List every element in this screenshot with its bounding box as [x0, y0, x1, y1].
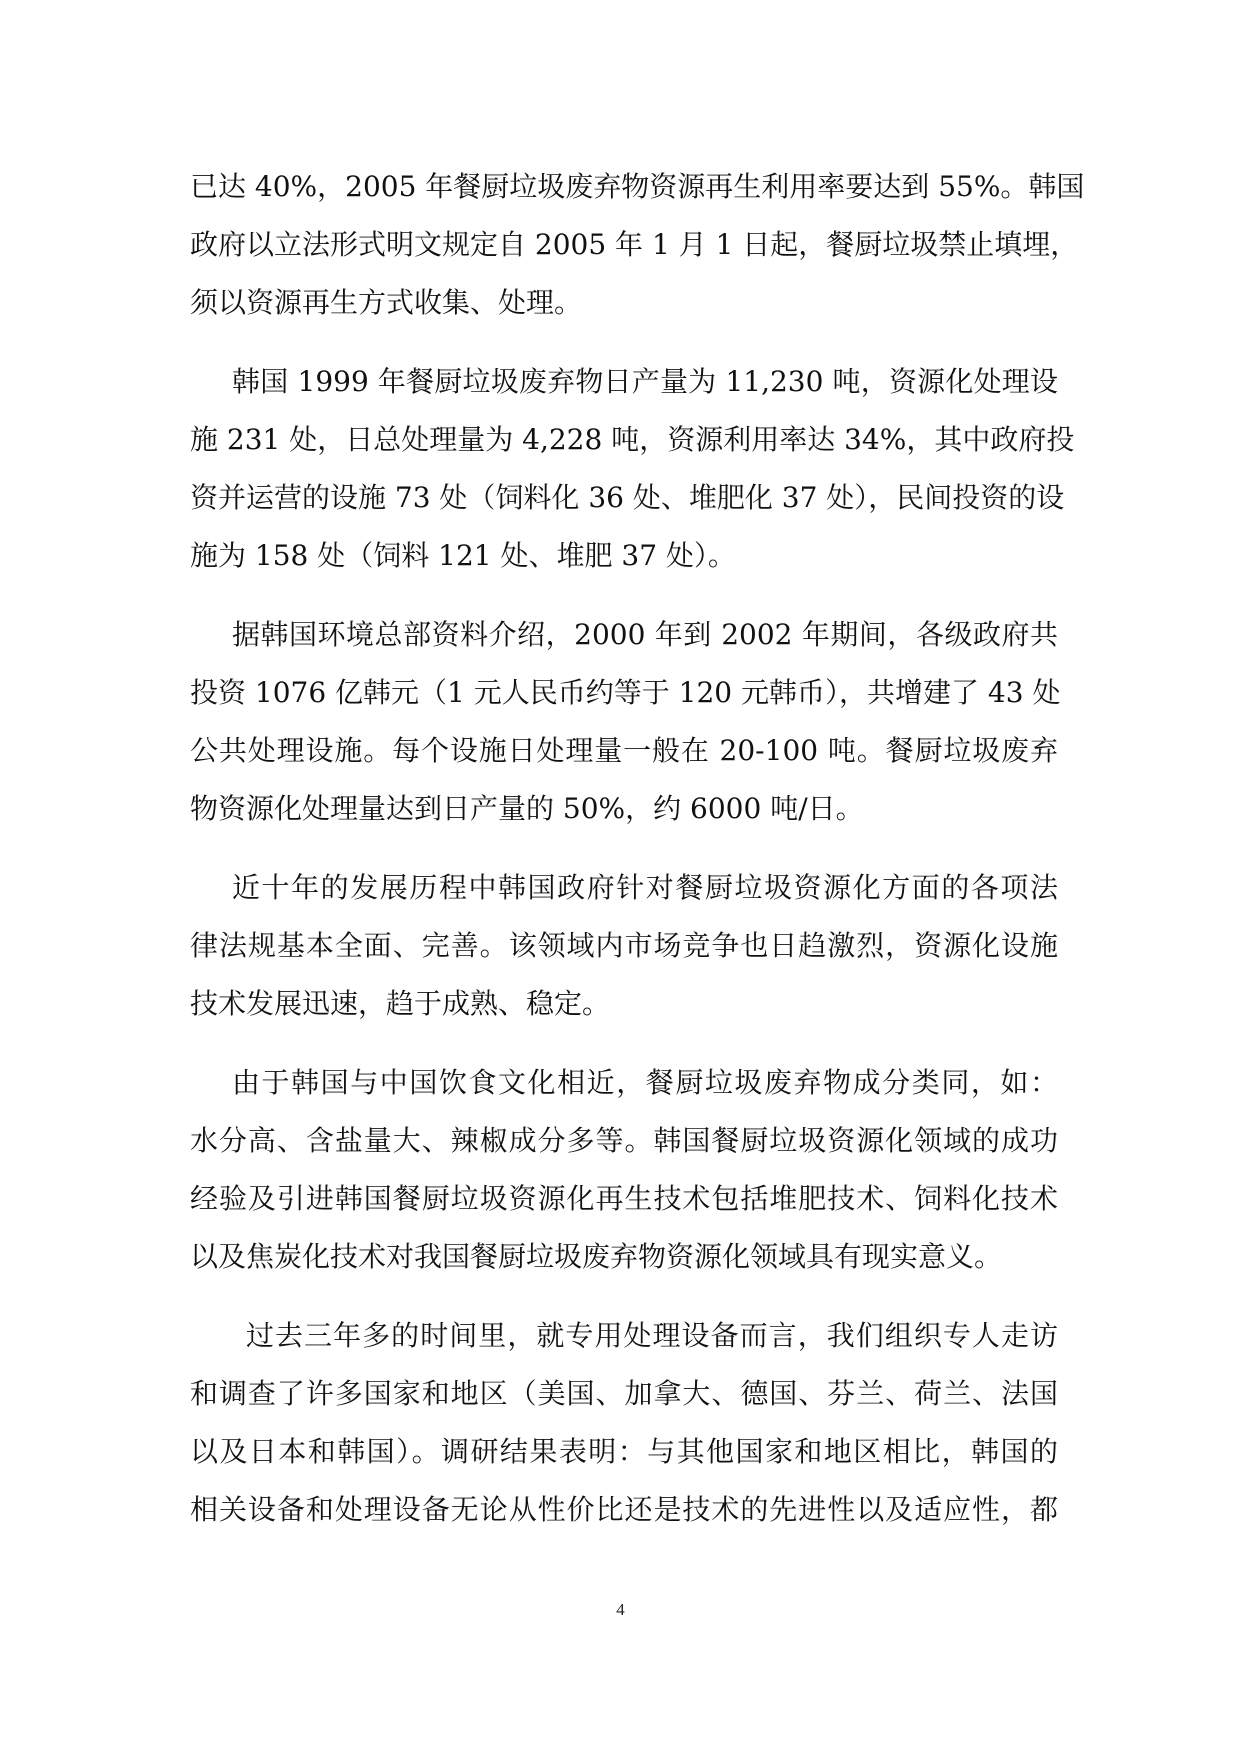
text-line: 以及焦炭化技术对我国餐厨垃圾废弃物资源化领域具有现实意义。 — [190, 1240, 1003, 1273]
text-line: 水分高、含盐量大、辣椒成分多等。韩国餐厨垃圾资源化领域的成功 — [190, 1124, 1058, 1157]
text-line: 投资 1076 亿韩元（1 元人民币约等于 120 元韩币），共增建了 43 处 — [190, 676, 1061, 709]
text-line: 律法规基本全面、完善。该领域内市场竞争也日趋激烈，资源化设施 — [190, 929, 1058, 962]
text-line: 相关设备和处理设备无论从性价比还是技术的先进性以及适应性，都 — [190, 1493, 1058, 1526]
text-line: 韩国 1999 年餐厨垃圾废弃物日产量为 11,230 吨，资源化处理设 — [232, 365, 1058, 398]
text-line: 公共处理设施。每个设施日处理量一般在 20-100 吨。餐厨垃圾废弃 — [190, 734, 1058, 767]
paragraph — [190, 158, 1085, 332]
paragraph — [190, 353, 1075, 585]
text-line: 过去三年多的时间里，就专用处理设备而言，我们组织专人走访 — [246, 1319, 1058, 1352]
text-line: 资并运营的设施 73 处（饲料化 36 处、堆肥化 37 处），民间投资的设 — [190, 481, 1065, 514]
text-line: 以及日本和韩国）。调研结果表明：与其他国家和地区相比，韩国的 — [190, 1435, 1058, 1468]
paragraph — [190, 1307, 1058, 1539]
text-line: 经验及引进韩国餐厨垃圾资源化再生技术包括堆肥技术、饲料化技术 — [190, 1182, 1058, 1215]
text-line: 施 231 处，日总处理量为 4,228 吨，资源利用率达 34%，其中政府投 — [190, 423, 1075, 456]
text-line: 政府以立法形式明文规定自 2005 年 1 月 1 日起，餐厨垃圾禁止填埋， — [190, 228, 1079, 261]
text-line: 物资源化处理量达到日产量的 50%，约 6000 吨/日。 — [190, 792, 864, 825]
paragraph — [190, 1054, 1058, 1286]
page-number: 4 — [616, 1600, 625, 1619]
text-line: 已达 40%，2005 年餐厨垃圾废弃物资源再生利用率要达到 55%。韩国 — [190, 170, 1085, 203]
paragraph — [190, 606, 1061, 838]
text-line: 和调查了许多国家和地区（美国、加拿大、德国、芬兰、荷兰、法国 — [190, 1377, 1058, 1410]
text-line: 施为 158 处（饲料 121 处、堆肥 37 处）。 — [190, 539, 736, 572]
text-line: 技术发展迅速，趋于成熟、稳定。 — [190, 987, 611, 1020]
text-line: 近十年的发展历程中韩国政府针对餐厨垃圾资源化方面的各项法 — [232, 871, 1058, 904]
text-line: 据韩国环境总部资料介绍，2000 年到 2002 年期间，各级政府共 — [232, 618, 1058, 651]
text-line: 须以资源再生方式收集、处理。 — [190, 286, 583, 319]
text-line: 由于韩国与中国饮食文化相近，餐厨垃圾废弃物成分类同，如： — [232, 1066, 1058, 1099]
body-text — [190, 158, 1085, 1539]
paragraph — [190, 859, 1058, 1033]
